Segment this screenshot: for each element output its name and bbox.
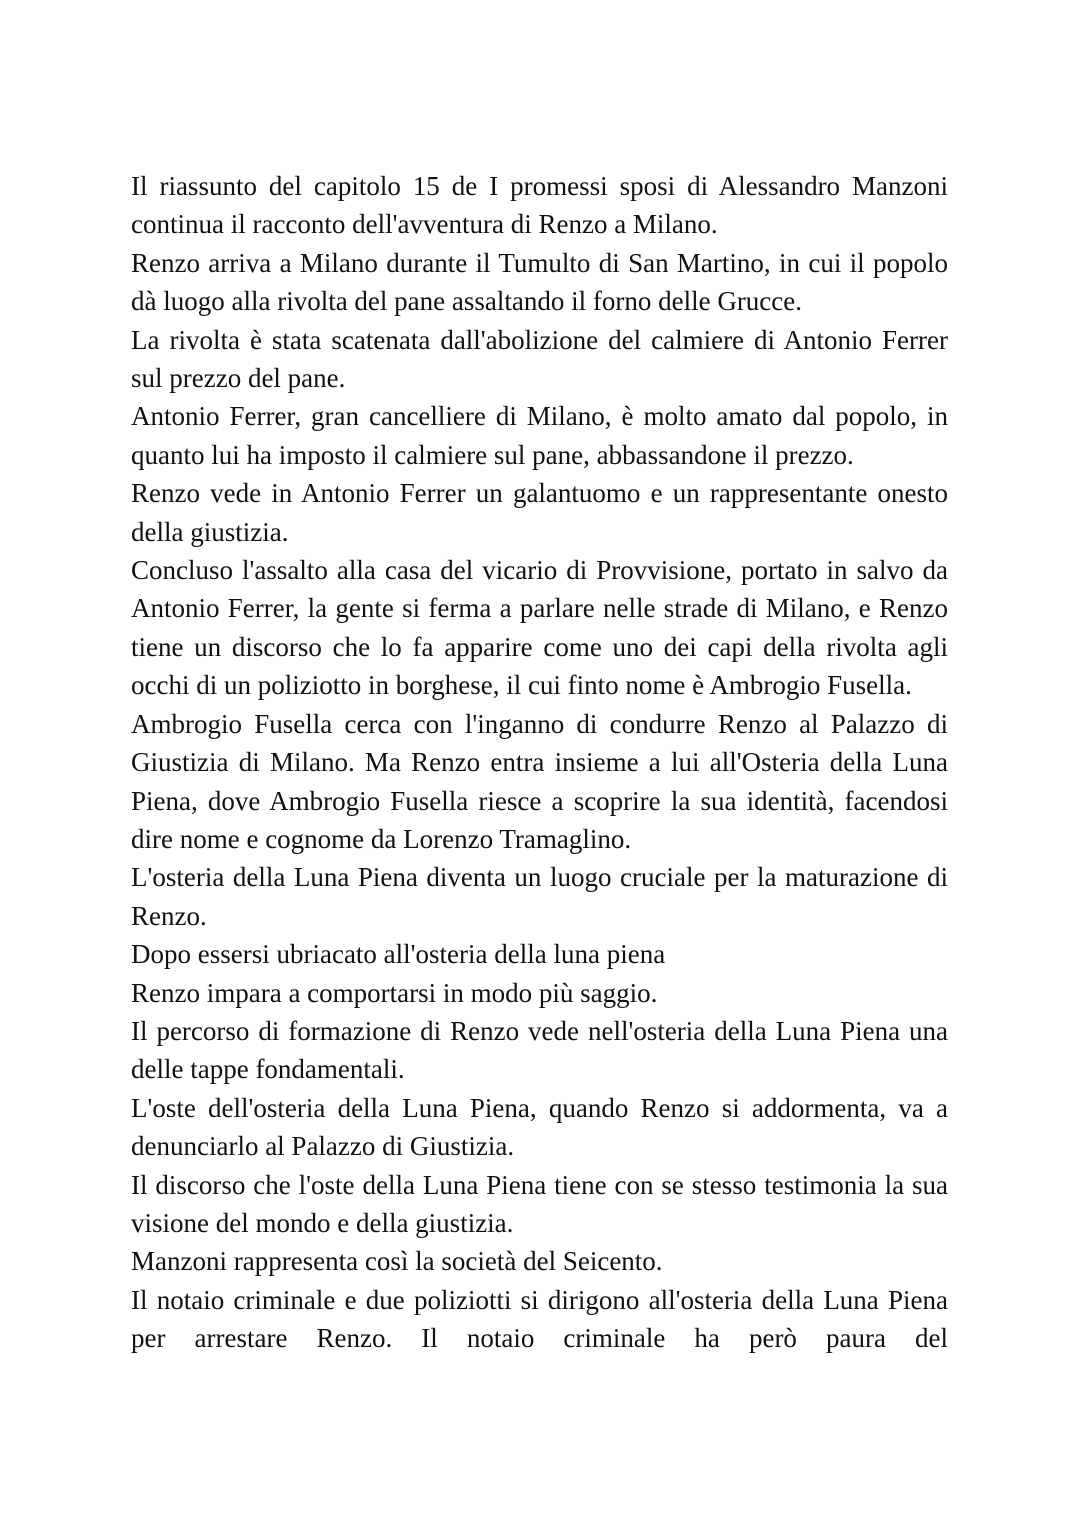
paragraph-assalto: Concluso l'assalto alla casa del vicario di Provvisione, portato in salvo da Antonio Ferrer, la gente si ferma a parlare nelle strade di Milano, e Renzo tiene un discorso che lo fa apparire come uno dei capi della rivolta agli occhi di un poliziotto in borghese, il cui finto nome è Ambrogio Fusella. <box>131 555 948 701</box>
paragraph-tumulto: Renzo arriva a Milano durante il Tumulto di San Martino, in cui il popolo dà luogo alla rivolta del pane assaltando il forno delle Grucce. <box>131 247 948 317</box>
paragraph-intro: Il riassunto del capitolo 15 de I promessi sposi di Alessandro Manzoni continua il racconto dell'avventura di Renzo a Milano. <box>131 171 948 240</box>
paragraph-notaio: Il notaio criminale e due poliziotti si dirigono all'osteria della Luna Piena per arrestare Renzo. Il notaio criminale ha però paura del <box>131 1284 948 1354</box>
paragraph-ubriacato: Dopo essersi ubriacato all'osteria della luna piena <box>131 939 666 970</box>
paragraph-discorso: Il discorso che l'oste della Luna Piena tiene con se stesso testimonia la sua visione del mondo e della giustizia. <box>131 1169 948 1238</box>
paragraph-galantuomo: Renzo vede in Antonio Ferrer un galantuomo e un rappresentante onesto della giustizia. <box>131 478 948 547</box>
paragraph-oste: L'oste dell'osteria della Luna Piena, quando Renzo si addormenta, va a denunciarlo al Palazzo di Giustizia. <box>131 1092 948 1162</box>
paragraph-formazione: Il percorso di formazione di Renzo vede nell'osteria della Luna Piena una delle tappe fondamentali. <box>131 1015 948 1085</box>
document-body <box>131 167 948 1358</box>
paragraph-ferrer: Antonio Ferrer, gran cancelliere di Milano, è molto amato dal popolo, in quanto lui ha imposto il calmiere sul pane, abbassandone il prezzo. <box>131 401 948 470</box>
paragraph-fusella: Ambrogio Fusella cerca con l'inganno di condurre Renzo al Palazzo di Giustizia di Milano. Ma Renzo entra insieme a lui all'Osteria della Luna Piena, dove Ambrogio Fusella riesce a scoprire la sua identità, facendosi dire nome e cognome da Lorenzo Tramaglino. <box>131 708 948 854</box>
paragraph-saggio: Renzo impara a comportarsi in modo più saggio. <box>131 977 658 1008</box>
paragraph-osteria: L'osteria della Luna Piena diventa un luogo cruciale per la maturazione di Renzo. <box>131 862 948 931</box>
paragraph-rivolta: La rivolta è stata scatenata dall'abolizione del calmiere di Antonio Ferrer sul prezzo del pane. <box>131 324 948 394</box>
paragraph-seicento: Manzoni rappresenta così la società del Seicento. <box>131 1246 663 1277</box>
